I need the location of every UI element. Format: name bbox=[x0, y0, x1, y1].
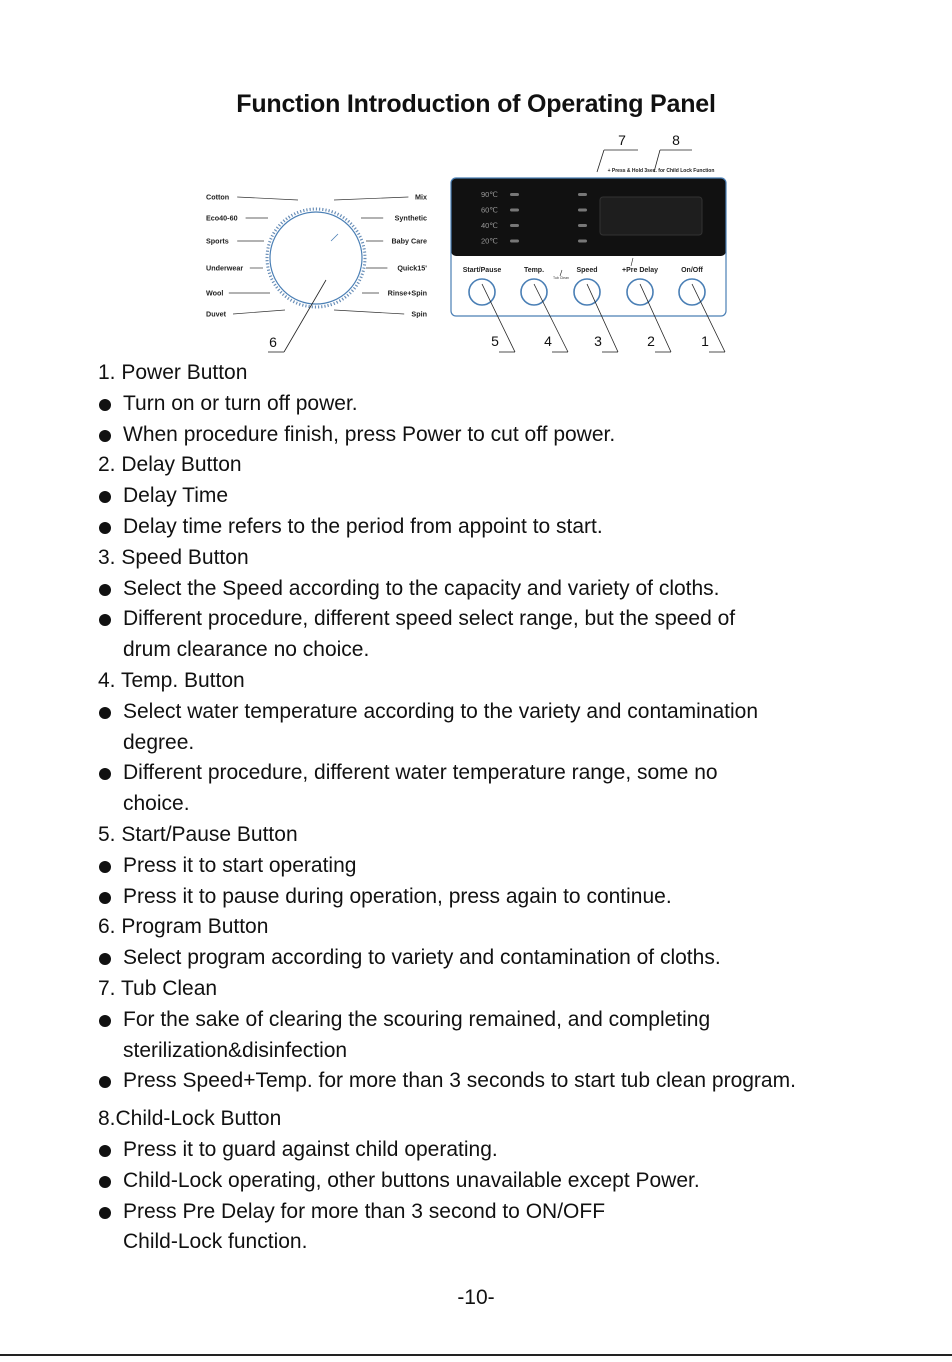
callout-pointer bbox=[597, 150, 604, 172]
bullet-item: Select program according to variety and contamination of cloths. bbox=[98, 943, 898, 974]
callout-number: 4 bbox=[544, 333, 552, 349]
callout-number: 6 bbox=[269, 334, 277, 350]
panel-button-label: On/Off bbox=[681, 267, 703, 274]
dial-label-left: Underwear bbox=[206, 263, 244, 273]
bullet-continuation: sterilization&disinfection bbox=[123, 1038, 348, 1062]
panel-button-label: Speed bbox=[576, 267, 598, 274]
temperature-label: 90℃ bbox=[481, 190, 498, 199]
dial-label-right: Mix bbox=[415, 192, 427, 202]
callout-number: 5 bbox=[491, 333, 499, 349]
section-heading: 1. Power Button bbox=[98, 361, 248, 384]
display-screen bbox=[600, 197, 702, 235]
dial-label-left: Cotton bbox=[206, 192, 230, 202]
dial-label-right: Baby Care bbox=[391, 236, 427, 246]
leader-line bbox=[233, 310, 285, 314]
leader-line bbox=[237, 197, 298, 200]
page-number: -10- bbox=[457, 1286, 495, 1309]
section-heading: 6. Program Button bbox=[98, 915, 269, 939]
section-heading: 7. Tub Clean bbox=[98, 976, 218, 1000]
bullet-item: Select the Speed according to the capacity and variety of cloths. bbox=[98, 574, 898, 605]
callout-pointer bbox=[631, 258, 633, 266]
callout-pointer bbox=[640, 284, 671, 352]
bullet-item: Select water temperature according to the variety and contamination bbox=[98, 697, 898, 728]
panel-button-label: +Pre Delay bbox=[622, 267, 658, 274]
led-indicator bbox=[510, 240, 519, 243]
panel-button-label: Start/Pause bbox=[462, 267, 502, 274]
led-indicator bbox=[578, 224, 587, 227]
start-pause-button[interactable] bbox=[469, 279, 495, 305]
control-panel bbox=[451, 168, 726, 316]
section-heading: 4. Temp. Button bbox=[98, 668, 245, 692]
bullet-item: For the sake of clearing the scouring remained, and completing bbox=[98, 1005, 898, 1036]
bullet-item: Press Speed+Temp. for more than 3 seconds to start tub clean program. bbox=[98, 1066, 898, 1097]
speed-button[interactable] bbox=[574, 279, 600, 305]
led-indicator bbox=[578, 240, 587, 243]
callout-number: 3 bbox=[594, 333, 602, 349]
callout-number: 7 bbox=[618, 132, 626, 148]
leader-line bbox=[334, 310, 404, 314]
callout-number: 1 bbox=[701, 333, 709, 349]
bottom-rule bbox=[0, 1354, 952, 1356]
section-heading: 2. Delay Button bbox=[98, 453, 242, 477]
operating-panel-diagram bbox=[190, 126, 750, 358]
bullet-item: Different procedure, different water temperature range, some no bbox=[98, 758, 898, 789]
dial-label-left: Duvet bbox=[206, 309, 226, 319]
page-title: Function Introduction of Operating Panel bbox=[236, 90, 716, 118]
child-lock-note: + Press & Hold 3sec. for Child Lock Function bbox=[607, 168, 715, 174]
bullet-item: When procedure finish, press Power to cut off power. bbox=[98, 420, 898, 451]
callout-number: 2 bbox=[647, 333, 655, 349]
bullet-continuation: drum clearance no choice. bbox=[123, 638, 370, 662]
callout-number: 8 bbox=[672, 132, 680, 148]
temperature-label: 60℃ bbox=[481, 205, 498, 215]
tub-clean-label: Tub Clean bbox=[552, 276, 570, 280]
bullet-item: Press it to start operating bbox=[98, 851, 898, 882]
section-heading: 3. Speed Button bbox=[98, 545, 249, 569]
bullet-item: Delay time refers to the period from appoint to start. bbox=[98, 512, 898, 543]
on-off-button[interactable] bbox=[679, 279, 705, 305]
led-indicator bbox=[510, 193, 519, 196]
function-descriptions bbox=[98, 358, 898, 1258]
bullet-item: Press it to guard against child operating. bbox=[98, 1135, 898, 1166]
bullet-item: Press Pre Delay for more than 3 second to ON/OFF bbox=[98, 1197, 898, 1228]
bullet-item: Different procedure, different speed select range, but the speed of bbox=[98, 604, 898, 635]
dial-label-right: Rinse+Spin bbox=[387, 288, 427, 298]
callout-pointer bbox=[587, 284, 618, 352]
led-indicator bbox=[510, 209, 519, 212]
temperature-label: 40℃ bbox=[481, 221, 498, 230]
temp-button[interactable] bbox=[521, 279, 547, 305]
section-heading: 8.Child-Lock Button bbox=[98, 1107, 282, 1131]
led-indicator bbox=[578, 193, 587, 196]
dial-label-left: Sports bbox=[206, 236, 229, 246]
led-indicator bbox=[578, 209, 587, 212]
bullet-continuation: Child-Lock function. bbox=[123, 1230, 308, 1254]
dial-label-left: Wool bbox=[206, 288, 224, 298]
dial-label-right: Quick15' bbox=[397, 263, 427, 273]
dial-label-right: Synthetic bbox=[394, 213, 427, 223]
program-dial bbox=[267, 209, 365, 307]
temperature-label: 20℃ bbox=[481, 236, 498, 246]
panel-button-label: Temp. bbox=[523, 267, 545, 274]
leader-line bbox=[334, 197, 408, 200]
bullet-continuation: choice. bbox=[123, 792, 190, 816]
bullet-item: Delay Time bbox=[98, 481, 898, 512]
pre-delay-button[interactable] bbox=[627, 279, 653, 305]
bullet-item: Child-Lock operating, other buttons unavailable except Power. bbox=[98, 1166, 898, 1197]
dial-label-right: Spin bbox=[411, 309, 427, 319]
section-heading: 5. Start/Pause Button bbox=[98, 822, 298, 846]
dial-label-left: Eco40-60 bbox=[206, 213, 238, 223]
bullet-continuation: degree. bbox=[123, 730, 195, 754]
callout-pointer bbox=[284, 280, 326, 352]
led-indicator bbox=[510, 224, 519, 227]
bullet-item: Turn on or turn off power. bbox=[98, 389, 898, 420]
bullet-item: Press it to pause during operation, press again to continue. bbox=[98, 882, 898, 913]
